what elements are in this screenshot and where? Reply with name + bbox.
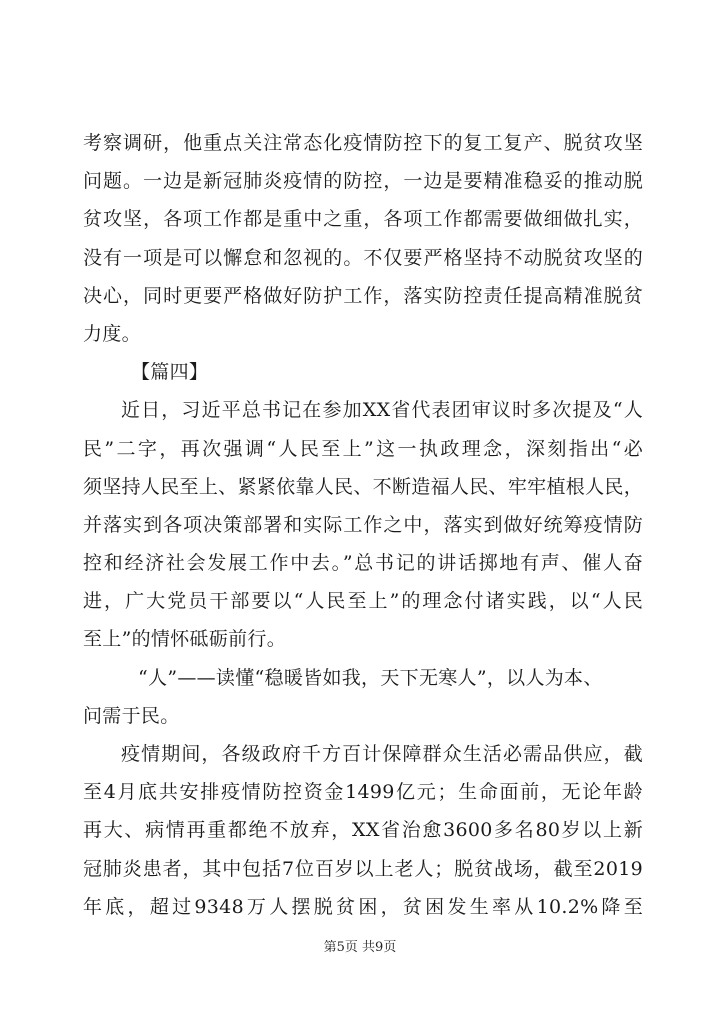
body-line: 考察调研，他重点关注常态化疫情防控下的复工复产、脱贫攻坚	[83, 132, 643, 154]
body-line: 贫攻坚，各项工作都是重中之重，各项工作都需要做细做扎实，	[83, 208, 643, 231]
body-line: 问需于民。	[83, 704, 180, 727]
page-number-footer: 第5页 共9页	[323, 940, 397, 955]
body-line: 控和经济社会发展工作中去。”总书记的讲话掷地有声、催人奋	[83, 552, 643, 575]
body-line: 问题。一边是新冠肺炎疫情的防控，一边是要精准稳妥的推动脱	[83, 170, 643, 193]
body-line: 民”二字，再次强调“人民至上”这一执政理念，深刻指出“必	[83, 437, 643, 460]
section-heading: 【篇四】	[131, 361, 209, 384]
body-line: 至上”的情怀砥砺前行。	[83, 628, 287, 651]
body-line: 力度。	[83, 322, 141, 345]
body-line: 年底，超过9348万人摆脱贫困，贫困发生率从10.2%降至	[83, 895, 643, 918]
body-line: 近日，习近平总书记在参加XX省代表团审议时多次提及“人	[121, 399, 643, 422]
body-line: 疫情期间，各级政府千方百计保障群众生活必需品供应，截	[121, 743, 643, 765]
body-line: 再大、病情再重都绝不放弃，XX省治愈3600多名80岁以上新	[83, 819, 643, 842]
body-line: 没有一项是可以懈怠和忽视的。不仅要严格坚持不动脱贫攻坚的	[83, 246, 643, 269]
body-line: 须坚持人民至上、紧紧依靠人民、不断造福人民、牢牢植根人民，	[83, 475, 643, 498]
body-line: “人”——读懂“稳暖皆如我，天下无寒人”，以人为本、	[138, 666, 603, 689]
body-line: 进，广大党员干部要以“人民至上”的理念付诸实践，以“人民	[83, 590, 643, 613]
body-line: 并落实到各项决策部署和实际工作之中，落实到做好统筹疫情防	[83, 513, 643, 536]
body-line: 决心，同时更要严格做好防护工作，落实防控责任提高精准脱贫	[83, 284, 643, 307]
body-line: 冠肺炎患者，其中包括7位百岁以上老人；脱贫战场，截至2019	[83, 857, 643, 880]
body-line: 至4月底共安排疫情防控资金1499亿元；生命面前，无论年龄	[83, 781, 643, 804]
document-body	[83, 124, 643, 926]
